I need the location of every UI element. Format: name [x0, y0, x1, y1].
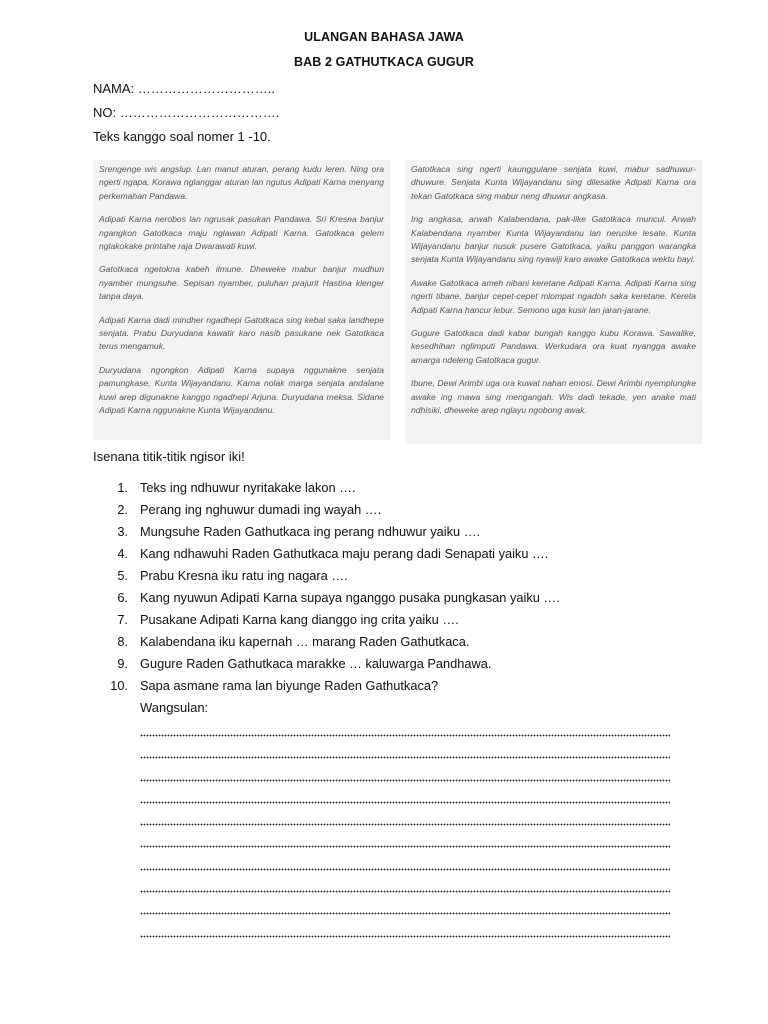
question-text: Kang ndhawuhi Raden Gathutkaca maju perang dadi Senapati yaiku ….: [140, 546, 549, 561]
question-list: [108, 479, 708, 699]
question-number: 5.: [117, 568, 128, 583]
question-text: Teks ing ndhuwur nyritakake lakon ….: [140, 480, 356, 495]
instruction-text: Isenana titik-titik ngisor iki!: [93, 449, 245, 464]
question-text: Perang ing nghuwur dumadi ing wayah ….: [140, 502, 382, 517]
passage-paragraph: Gatotkaca sing ngerti kaunggulane senjata kuwi, mabur sadhuwur-dhuwure. Senjata Kunta Wijayandanu sing dilesatke Adipati Karna ora tekan Gatotkaca sing mabur neng dhuwur angkasa.: [411, 164, 696, 201]
number-field: NO: ……………………………….: [93, 105, 280, 120]
question-item: [108, 633, 708, 655]
question-number: 10.: [110, 678, 128, 693]
question-item: [108, 501, 708, 523]
question-item: [108, 479, 708, 501]
answer-line[interactable]: [140, 898, 670, 920]
passage-paragraph: Duryudana ngongkon Adipati Karna supaya nggunakne senjata pamungkase, Kunta Wijayandanu. Karna nolak marga senjata andalane kuwi arep digunakne kanggo ngadhepi Arjuna. Duryudana meksa. Sidane Adipati Karna nggunakne Kunta Wijayandanu.: [99, 364, 384, 416]
passage-paragraph: Adipati Karna nerobos lan ngrusak pasukan Pandawa. Sri Kresna banjur ngangkon Gatotkaca maju nglawan Adipati Karna. Gatotkaca gelem nglakokake printahe raja Dwarawati kuwi.: [99, 214, 384, 252]
question-text: Sapa asmane rama lan biyunge Raden Gathutkaca?: [140, 678, 439, 693]
passage-paragraph: Gugure Gatotkaca dadi kabar bungah kanggo kubu Korawa. Sawalike, kesedhihan nglimputi Pandawa. Werkudara ora kuat nyangga awake amarga ndeleng Gatotkaca gugur.: [411, 328, 696, 365]
answer-line[interactable]: [140, 809, 670, 831]
question-number: 3.: [117, 524, 128, 539]
question-number: 4.: [117, 546, 128, 561]
worksheet-title: ULANGAN BAHASA JAWA: [304, 30, 464, 44]
name-field: NAMA: …………………………..: [93, 81, 276, 96]
chapter-title: BAB 2 GATHUTKACA GUGUR: [294, 55, 474, 69]
passage-paragraph: Ibune, Dewi Arimbi uga ora kuwat nahan emosi. Dewi Arimbi nyemplungke awake ing mawa sing mengangah. Wis dadi tekade, yen anake mati ndhisiki, dheweke arep nglayu ngobong awak.: [411, 378, 696, 416]
answer-line[interactable]: [140, 831, 670, 853]
passage-paragraph: Awake Gatotkaca ameh nibani keretane Adipati Karna. Adipati Karna sing ngerti tibane, banjur cepet-cepet mlompat ngadoh saka keretane. Kereta Adipati Karna hancur lebur. Semono uga kusir lan jaran-jarane.: [411, 277, 696, 315]
question-text: Prabu Kresna iku ratu ing nagara ….: [140, 568, 348, 583]
passage-left-column: [93, 160, 390, 440]
question-text: Kang nyuwun Adipati Karna supaya nganggo pusaka pungkasan yaiku ….: [140, 590, 560, 605]
question-text: Mungsuhe Raden Gathutkaca ing perang ndhuwur yaiku ….: [140, 524, 481, 539]
answer-line[interactable]: [140, 854, 670, 876]
answer-line[interactable]: [140, 720, 670, 742]
question-item: [108, 523, 708, 545]
answer-label: Wangsulan:: [140, 700, 209, 715]
question-item: [108, 611, 708, 633]
question-item: [108, 677, 708, 699]
question-number: 9.: [117, 656, 128, 671]
answer-line[interactable]: [140, 876, 670, 898]
text-intro: Teks kanggo soal nomer 1 -10.: [93, 129, 271, 144]
passage-paragraph: Srengenge wis angslup. Lan manut aturan, perang kudu leren. Ning ora ngerti ngapa, Korawa nglanggar aturan lan ngutus Adipati Karna menyang perkemahan Pandawa.: [99, 164, 384, 201]
question-text: Pusakane Adipati Karna kang dianggo ing crita yaiku ….: [140, 612, 459, 627]
answer-line[interactable]: [140, 921, 670, 943]
question-item: [108, 567, 708, 589]
answer-line[interactable]: [140, 742, 670, 764]
answer-lines: [140, 720, 670, 943]
question-number: 1.: [117, 480, 128, 495]
question-text: Gugure Raden Gathutkaca marakke … kaluwarga Pandhawa.: [140, 656, 492, 671]
passage-paragraph: Gatotkaca ngetokna kabeh ilmune. Dheweke mabur banjur mudhun nyamber mungsuhe. Sepisan nyamber, puluhan prajurit Hastina klenger tanpa daya.: [99, 264, 384, 302]
passage-paragraph: Ing angkasa, arwah Kalabendana, pak-like Gatotkaca muncul. Arwah Kalabendana nyamber Kunta Wijayandanu lan neruske lesate. Kunta Wijayandanu banjur nusuk pusere Gatotkaca, yaiku panggon warangka senjata Kunta Wijayandanu sing nyawiji karo awake Gatotkaca wektu bayi.: [411, 214, 696, 265]
question-item: [108, 655, 708, 677]
question-number: 6.: [117, 590, 128, 605]
answer-line[interactable]: [140, 765, 670, 787]
question-number: 8.: [117, 634, 128, 649]
passage-right-column: [405, 160, 702, 444]
question-number: 7.: [117, 612, 128, 627]
passage-paragraph: Adipati Karna dadi mindher ngadhepi Gatotkaca sing kebal saka landhepe senjata. Prabu Duryudana kawatir karo nasib pasukane nek Gatotkaca terus mengamuk.: [99, 314, 384, 352]
question-number: 2.: [117, 502, 128, 517]
question-text: Kalabendana iku kapernah … marang Raden Gathutkaca.: [140, 634, 470, 649]
question-item: [108, 545, 708, 567]
question-item: [108, 589, 708, 611]
answer-line[interactable]: [140, 787, 670, 809]
